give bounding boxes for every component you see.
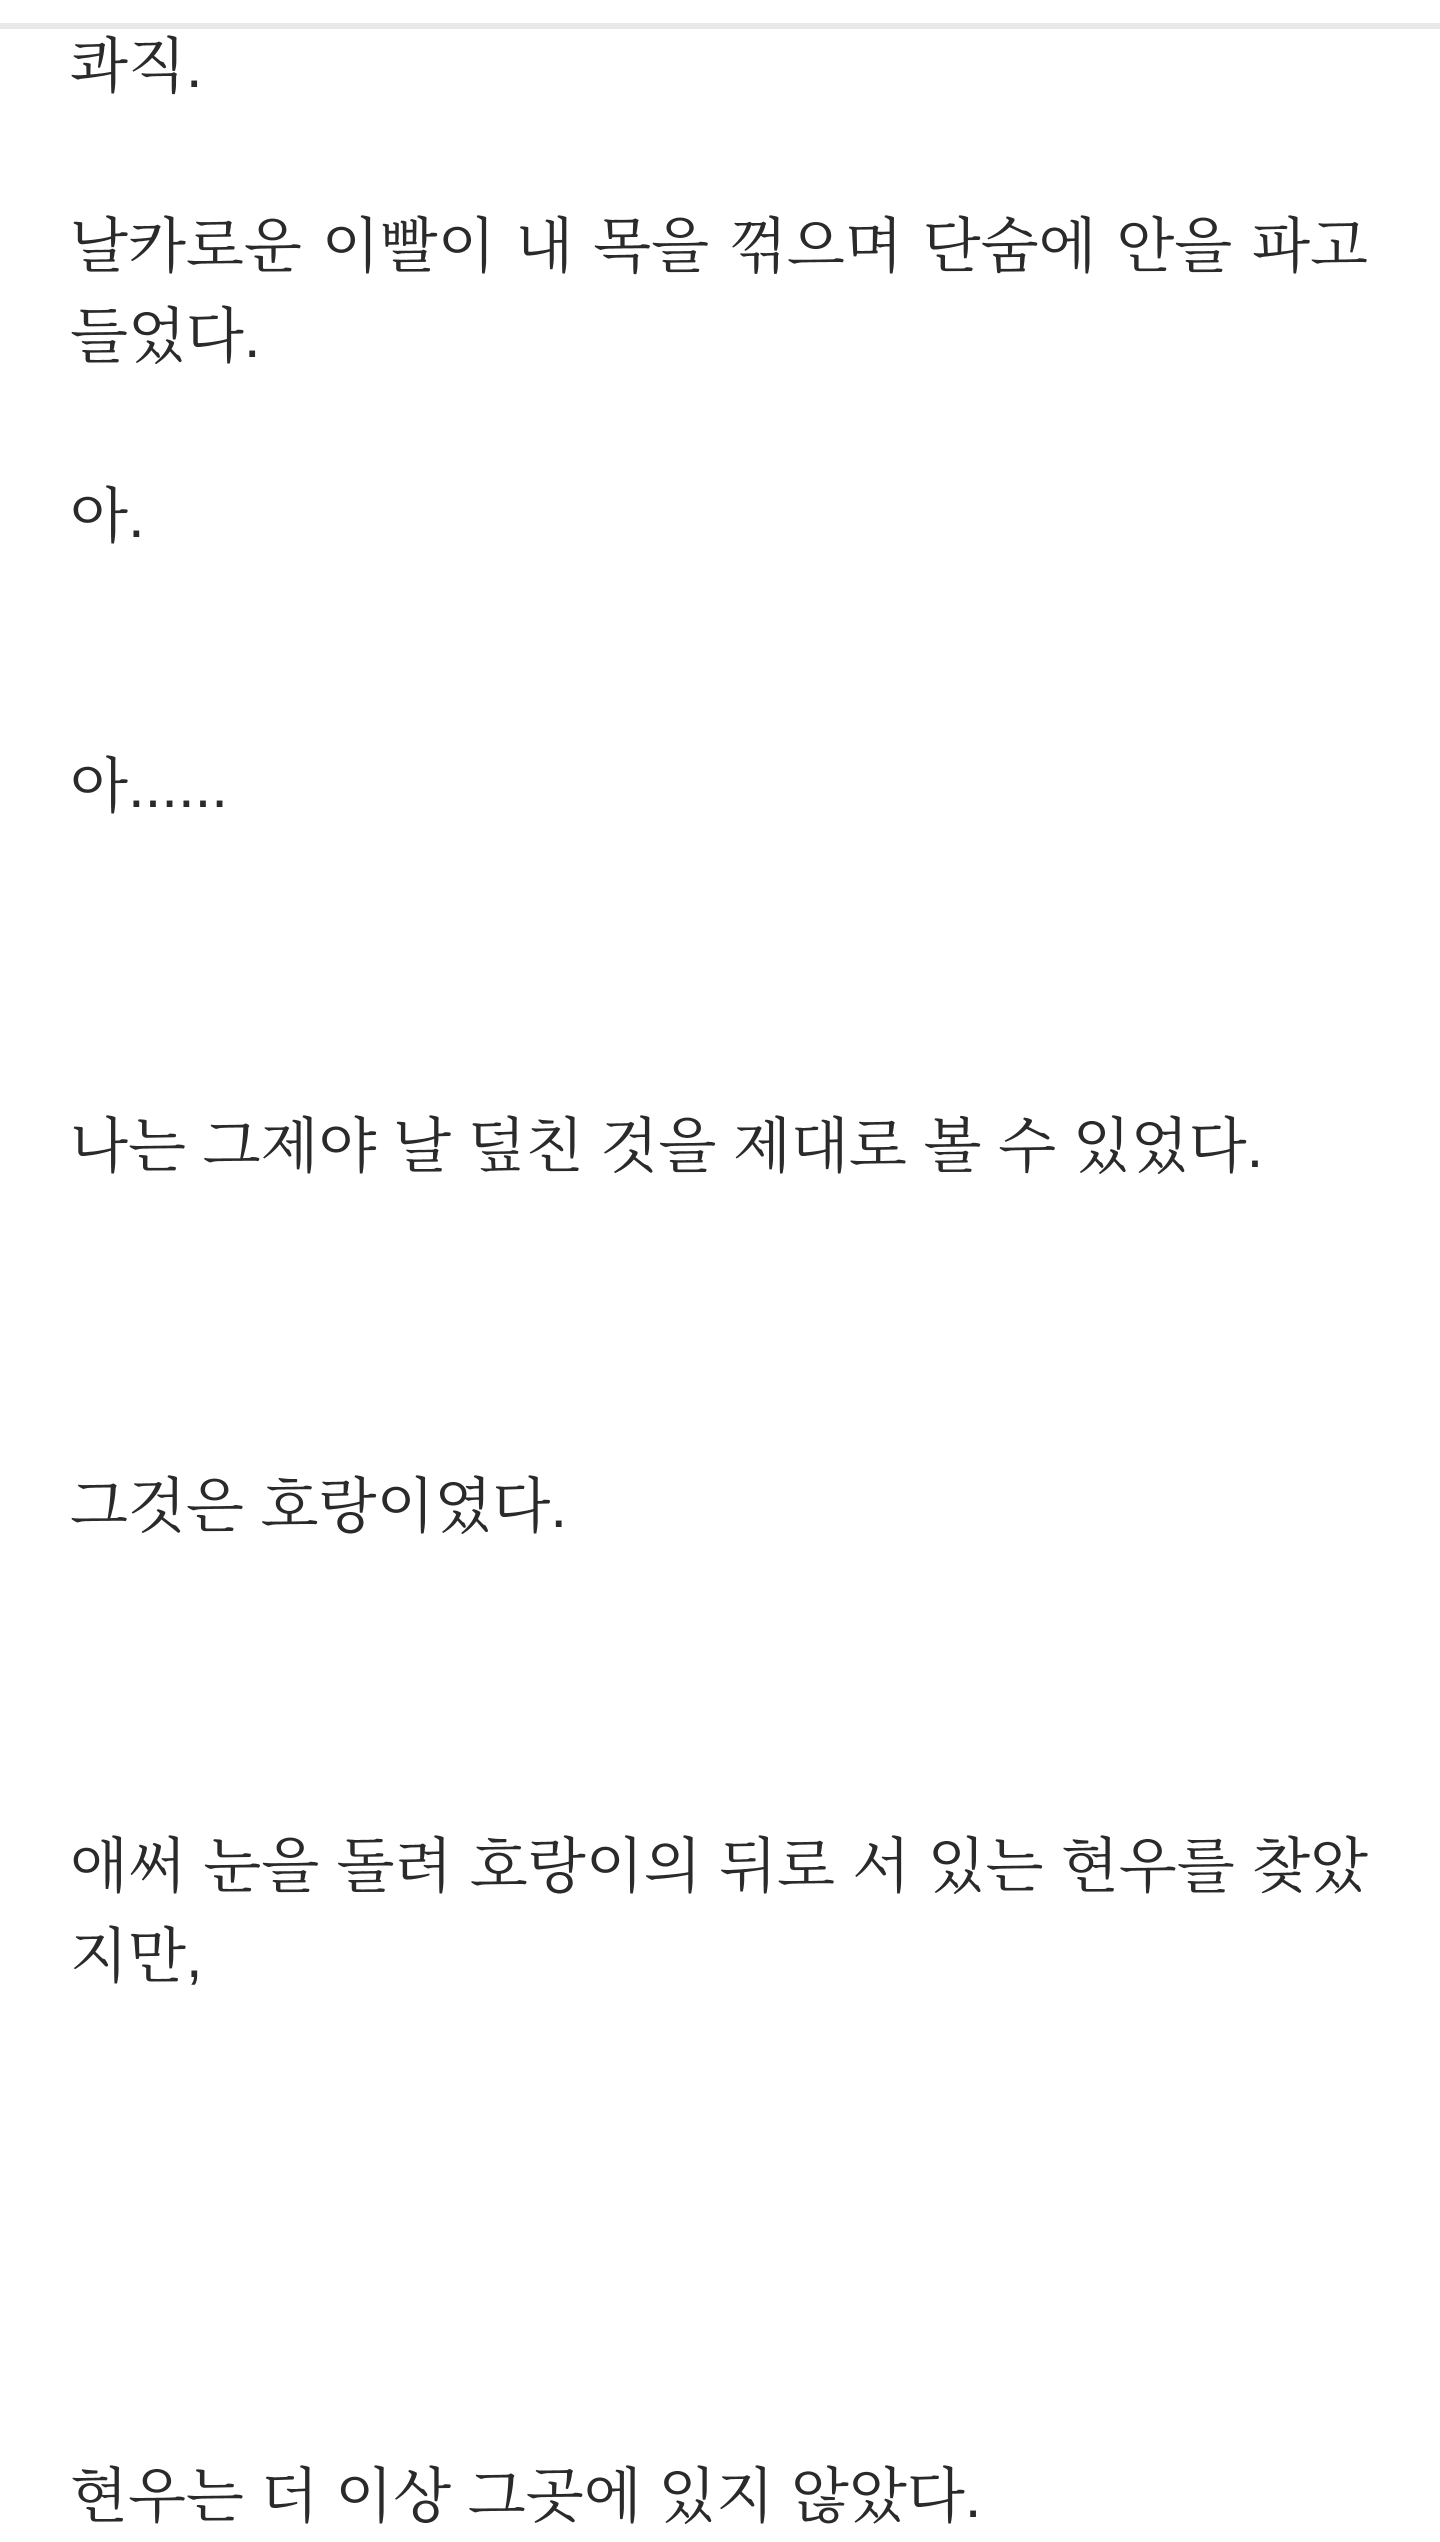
paragraph: 날카로운 이빨이 내 목을 꺾으며 단숨에 안을 파고 들었다. bbox=[70, 213, 1368, 370]
paragraph: 콰직. bbox=[70, 33, 203, 100]
reader-content-area[interactable] bbox=[0, 22, 1440, 2542]
paragraph: 나는 그제야 날 덮친 것을 제대로 볼 수 있었다. bbox=[70, 1113, 1264, 1180]
paragraph: 아. bbox=[70, 483, 145, 550]
paragraph: 애써 눈을 돌려 호랑이의 뒤로 서 있는 현우를 찾았지만, bbox=[70, 1833, 1368, 1990]
paragraph: 그것은 호랑이였다. bbox=[70, 1473, 568, 1540]
paragraph: 현우는 더 이상 그곳에 있지 않았다. bbox=[70, 2463, 982, 2530]
paragraph: 아...... bbox=[70, 753, 228, 820]
